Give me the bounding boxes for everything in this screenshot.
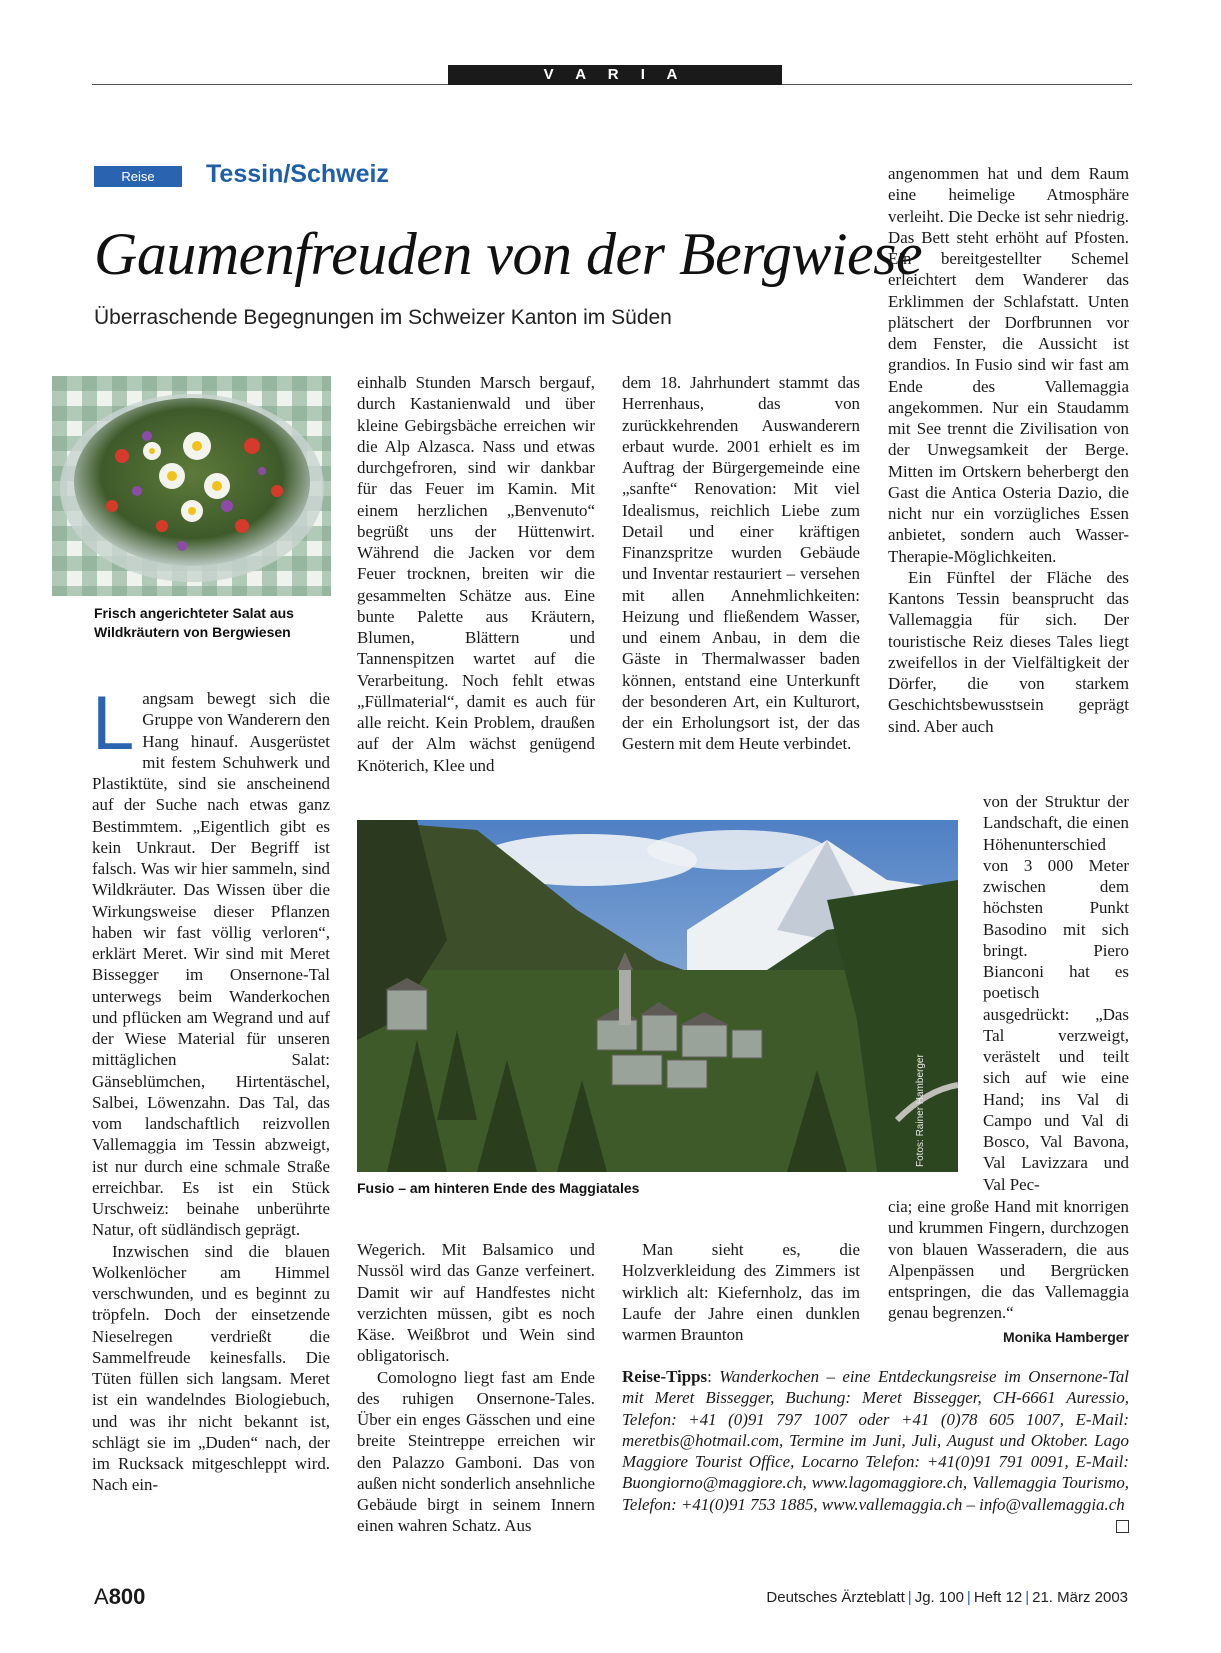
column-3-bottom [622, 1239, 860, 1345]
salad-photo [52, 376, 331, 596]
paragraph: angenommen hat und dem Raum eine heimelige Atmosphäre verleiht. Die Decke ist sehr niedrig. Das Bett steht erhöht auf Pfosten. Ein bereitgestellter Schemel erleichtert dem Wanderer das Erklimmen der Schlafstatt. Unten plätschert der Dorfbrunnen vor dem Fenster, die Aussicht ist grandios. In Fusio sind wir fast am Ende des Vallemaggia angekommen. Nur ein Staudamm mit See trennt die Zivilisation von der Unwegsamkeit der Berge. Mitten im Ortskern beherbergt den Gast die Antica Osteria Dazio, die nicht nur ein vorzügliches Essen anbietet, sondern auch Wasser-Therapie-Möglichkeiten. [888, 164, 1129, 566]
column-3-top [622, 372, 860, 755]
paragraph: von der Struktur der Landschaft, die einen Höhenunterschied von 3 000 Meter zwischen dem höchsten Punkt Basodino mit sich bringt. Piero Bianconi hat es poetisch ausgedrückt: „Das Tal verzweigt, verästelt und teilt sich auf wie eine Hand; ins Val di Campo und Val di Bosco, Val Bavona, Val Lavizzara und Val Pec- [983, 792, 1129, 1194]
paragraph: cia; eine große Hand mit knorrigen und krummen Fingern, durchzogen von blauen Wasseradern, die aus Alpenpässen und Bergrücken entspringen, die das Vallemaggia genau begrenzen.“ [888, 1197, 1129, 1323]
fusio-photo [357, 820, 958, 1172]
column-4-narrow [983, 791, 1129, 1195]
journal-date: 21. März 2003 [1032, 1589, 1128, 1606]
location-title: Tessin/Schweiz [206, 160, 389, 188]
journal-name: Deutsches Ärzteblatt [766, 1589, 905, 1606]
author-name: Monika Hamberger [1002, 1328, 1129, 1345]
page-number-value: 800 [108, 1584, 146, 1609]
end-mark-icon [1116, 1520, 1129, 1533]
column-4-end [888, 1196, 1129, 1348]
column-1 [92, 681, 330, 1496]
journal-volume: Jg. 100 [914, 1589, 964, 1606]
section-header-bar: V A R I A [448, 65, 782, 85]
paragraph: Ein Fünftel der Fläche des Kantons Tessin beansprucht das Vallemaggia für sich. Der touristische Reiz dieses Tales liegt zweifellos in der Vielfältigkeit der Dörfer, die von starkem Geschichtsbewusstsein geprägt sind. Aber auch [888, 567, 1129, 736]
travel-tips: Reise-Tipps: Wanderkochen – eine Entdeckungsreise im Onsernone-Tal mit Meret Bissegger, Buchung: Meret Bissegger, CH-6661 Auressio, Telefon: +41 (0)91 797 1007 oder +41 (0)78 605 1007, E-Mail: meretbis@hotmail.com, Termine im Juni, Juli, August und Oktober. Lago Maggiore Tourist Office, Locarno Telefon: +41(0)91 791 0091, E-Mail: Buongiorno@maggiore.ch, www.lagomaggiore.ch, Vallemaggia Tourismo, Telefon: +41(0)91 753 1885, www.vallemaggia.ch – info@vallemaggia.ch [622, 1366, 1129, 1533]
paragraph: dem 18. Jahrhundert stammt das Herrenhaus, das von zurückkehrenden Auswanderern erbaut wurde. 2001 erhielt es im Auftrag der Bürgergemeinde eine „sanfte“ Renovation: Mit viel Idealismus, reichlich Liebe zum Detail und einer kräftigen Finanzspritze wurden Gebäude und Inventar restauriert – versehen mit allen Annehmlichkeiten: Heizung und fließendem Wasser, und einem Anbau, in dem die Gäste in Thermalwasser baden können, entstand eine Unterkunft der besonderen Art, ein Kulturort, der ein Erholungsort ist, der das Gestern mit dem Heute verbindet. [622, 373, 860, 754]
column-2-top [357, 372, 595, 776]
journal-issue: Heft 12 [973, 1589, 1023, 1606]
fusio-caption: Fusio – am hinteren Ende des Maggiatales [357, 1180, 640, 1196]
paragraph: Wegerich. Mit Balsamico und Nussöl wird das Ganze verfeinert. Damit wir auf Handfestes nicht verzichten müssen, gibt es noch Käse. Weißbrot und Wein sind obligatorisch. [357, 1240, 595, 1366]
tips-text: Wanderkochen – eine Entdeckungsreise im Onsernone-Tal mit Meret Bissegger, Buchung: Meret Bissegger, CH-6661 Auressio, Telefon: +41 (0)91 797 1007 oder +41 (0)78 605 1007, E-Mail: meretbis@hotmail.com, Termine im Juni, Juli, August und Oktober. Lago Maggiore Tourist Office, Locarno Telefon: +41(0)91 791 0091, E-Mail: Buongiorno@maggiore.ch, www.lagomaggiore.ch, Vallemaggia Tourismo, Telefon: +41(0)91 753 1885, www.vallemaggia.ch – info@vallemaggia.ch [622, 1367, 1129, 1514]
article-subtitle: Überraschende Begegnungen im Schweizer Kanton im Süden [94, 306, 672, 329]
paragraph: Inzwischen sind die blauen Wolkenlöcher am Himmel verschwunden, und es beginnt zu tröpfeln. Doch der einsetzende Nieselregen verdrießt die Sammelfreude keinesfalls. Die Tüten füllen sich langsam. Meret ist ein wandelndes Biologiebuch, und was ihr nicht bekannt ist, schlägt sie im „Duden“ nach, der im Rucksack mitgeschleppt wird. Nach ein- [92, 1241, 330, 1495]
journal-info: Deutsches Ärzteblatt | Jg. 100 | Heft 12 | 21. März 2003 [766, 1589, 1128, 1606]
article-headline: Gaumenfreuden von der Bergwiese [94, 221, 923, 287]
paragraph: einhalb Stunden Marsch bergauf, durch Kastanienwald und über kleine Gebirgsbäche erreichen wir die Alp Alzasca. Nass und etwas durchgefroren, sind wir dankbar für das Feuer im Kamin. Mit einem herzlichen „Benvenuto“ begrüßt uns der Hüttenwirt. Während die Jacken vor dem Feuer trocknen, breiten wir die gesammelten Schätze aus. Eine bunte Palette aus Kräutern, Blumen, Blättern und Tannenspitzen wartet auf die Verarbeitung. Noch fehlt etwas „Füllmaterial“, damit es auch für alle reicht. Kein Problem, draußen auf der Alm wächst genügend Knöterich, Klee und [357, 373, 595, 775]
paragraph: Man sieht es, die Holzverkleidung des Zimmers ist wirklich alt: Kiefernholz, das im Laufe der Jahre einen dunklen warmen Braunton [622, 1240, 860, 1344]
column-4-top [888, 163, 1129, 737]
tips-label: Reise-Tipps [622, 1367, 708, 1386]
salad-caption: Frisch angerichteter Salat aus Wildkräutern von Bergwiesen [94, 605, 294, 640]
drop-cap: L [92, 681, 135, 766]
paragraph-intro: angsam bewegt sich die Gruppe von Wanderern den Hang hinauf. Ausgerüstet mit festem Schuhwerk und Plastiktüte, sind sie anscheinend auf der Suche nach etwas ganz Bestimmtem. „Eigentlich gibt es kein Unkraut. Der Begriff ist falsch. Was wir hier sammeln, sind Wildkräuter. Das Wissen über die Wirkungsweise dieser Pflanzen haben wir fast völlig verloren“, erklärt Meret. Wir sind mit Meret Bissegger im Onsernone-Tal unterwegs beim Wanderkochen und pflücken am Wegrand und auf der Wiese Material für unseren mittäglichen Salat: Gänseblümchen, Hirtentäschel, Salbei, Löwenzahn. Das Tal, das vom landschaftlich reizvollen Vallemaggia im Tessin abzweigt, ist nur durch eine schmale Straße erreichbar. Es ist ein Stück Urschweiz: beinahe unberührte Natur, oft südländisch geprägt. [92, 689, 330, 1240]
category-tag: Reise [94, 166, 182, 187]
column-2-bottom [357, 1239, 595, 1537]
page-prefix: A [94, 1584, 109, 1609]
page-number [94, 1584, 145, 1610]
paragraph: Comologno liegt fast am Ende des ruhigen Onsernone-Tales. Über ein enges Gässchen und eine breite Steintreppe erreichen wir den Palazzo Gamboni. Das von außen nicht sonderlich ansehnliche Gebäude birgt in seinem Innern einen wahren Schatz. Aus [357, 1367, 595, 1536]
